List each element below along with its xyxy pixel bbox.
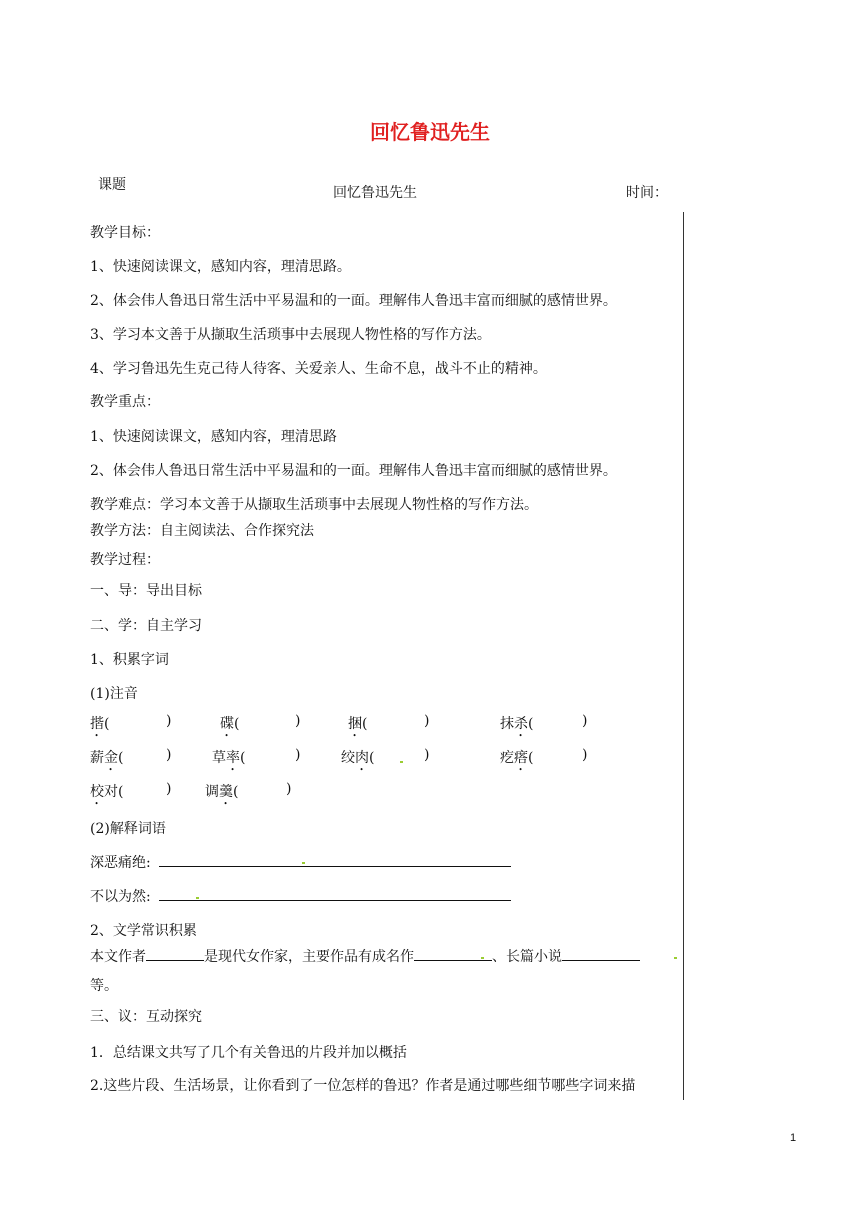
- scan-mark: [196, 897, 199, 899]
- pinyin-word: 揩(: [90, 716, 110, 732]
- process-heading: 教学过程：: [90, 552, 160, 568]
- literary-heading: 2、文学常识积累: [90, 923, 197, 939]
- pinyin-heading: (1)注音: [90, 686, 138, 702]
- explain-term: 不以为然:: [90, 886, 511, 906]
- pinyin-blank-close: ): [582, 747, 588, 763]
- key-point-item: 1、快速阅读课文，感知内容，理清思路: [90, 429, 337, 445]
- scan-mark: [400, 761, 403, 763]
- key-point-item: 2、体会伟人鲁迅日常生活中平易温和的一面。理解伟人鲁迅丰富而细腻的感情世界。: [90, 463, 617, 479]
- section-heading: 一、导：导出目标: [90, 583, 202, 599]
- objective-item: 2、体会伟人鲁迅日常生活中平易温和的一面。理解伟人鲁迅丰富而细腻的感情世界。: [90, 293, 617, 309]
- objective-item: 3、学习本文善于从撷取生活琐事中去展现人物性格的写作方法。: [90, 327, 491, 343]
- header-time-label: 时间：: [626, 185, 668, 201]
- header-label: 课题: [98, 177, 126, 193]
- table-border-right: [683, 212, 684, 1100]
- answer-line: [146, 947, 204, 961]
- section-heading: 二、学：自主学习: [90, 618, 202, 634]
- objective-item: 4、学习鲁迅先生克己待人待客、关爱亲人、生命不息，战斗不止的精神。: [90, 361, 547, 377]
- objectives-heading: 教学目标：: [90, 225, 160, 241]
- pinyin-word: 草率(: [212, 750, 246, 766]
- literary-line: 本文作者 是现代女作家，主要作品有成名作 、长篇小说: [90, 946, 640, 966]
- pinyin-blank-close: ): [166, 713, 172, 729]
- header-subject: 回忆鲁迅先生: [333, 185, 417, 201]
- pinyin-word: 调羹(: [205, 784, 239, 800]
- question-item: 2.这些片段、生活场景，让你看到了一位怎样的鲁迅？作者是通过哪些细节哪些字词来描: [90, 1078, 636, 1094]
- pinyin-blank-close: ): [166, 747, 172, 763]
- section-heading: 三、议：互动探究: [90, 1009, 202, 1025]
- pinyin-blank-close: ): [286, 781, 292, 797]
- scan-mark: [481, 957, 484, 959]
- literary-end: 等。: [90, 978, 118, 994]
- pinyin-blank-close: ): [424, 747, 430, 763]
- pinyin-word: 校对(: [90, 784, 124, 800]
- pinyin-blank-close: ): [166, 781, 172, 797]
- scan-mark: [302, 862, 305, 864]
- pinyin-word: 捆(: [348, 716, 368, 732]
- explain-term: 深恶痛绝:: [90, 852, 511, 872]
- pinyin-blank-close: ): [295, 747, 301, 763]
- pinyin-word: 薪金(: [90, 750, 124, 766]
- pinyin-word: 疙瘩(: [500, 750, 534, 766]
- method-text: 教学方法：自主阅读法、合作探究法: [90, 523, 314, 539]
- answer-line: [562, 947, 640, 961]
- answer-line: [159, 887, 511, 901]
- scan-mark: [674, 957, 677, 959]
- difficulty-text: 教学难点：学习本文善于从撷取生活琐事中去展现人物性格的写作方法。: [90, 497, 538, 513]
- pinyin-blank-close: ): [582, 713, 588, 729]
- pinyin-word: 抹杀(: [500, 716, 534, 732]
- page-number: 1: [790, 1132, 797, 1144]
- vocab-heading: 1、积累字词: [90, 652, 169, 668]
- page-title: 回忆鲁迅先生: [370, 120, 490, 144]
- explain-heading: (2)解释词语: [90, 821, 166, 837]
- key-points-heading: 教学重点：: [90, 394, 160, 410]
- pinyin-blank-close: ): [295, 713, 301, 729]
- pinyin-word: 碟(: [220, 716, 240, 732]
- question-item: 1．总结课文共写了几个有关鲁迅的片段并加以概括: [90, 1045, 407, 1061]
- pinyin-blank-close: ): [424, 713, 430, 729]
- answer-line: [159, 853, 511, 867]
- pinyin-word: 绞肉(: [341, 750, 375, 766]
- objective-item: 1、快速阅读课文，感知内容，理清思路。: [90, 259, 351, 275]
